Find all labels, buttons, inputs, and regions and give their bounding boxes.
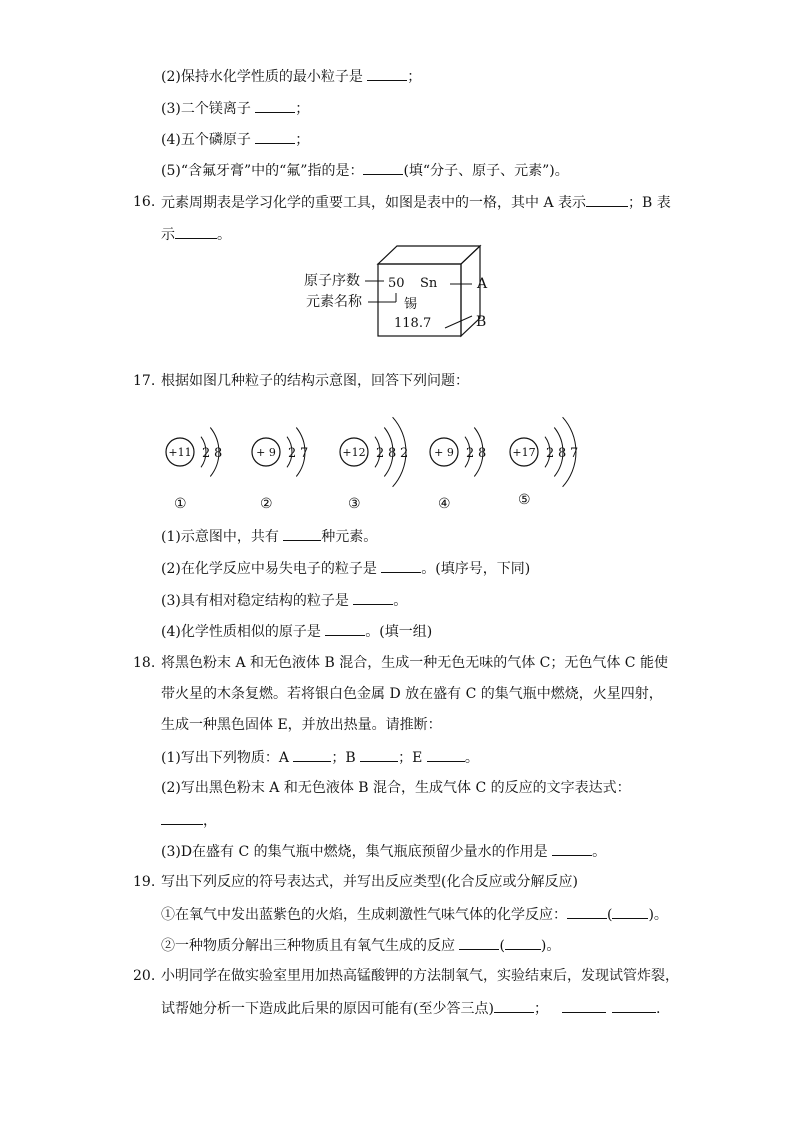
answer-blank[interactable]	[562, 998, 606, 1013]
marker-a: A	[477, 276, 488, 292]
q17-number: 17.	[133, 373, 156, 389]
electron-count: 7	[570, 446, 579, 461]
answer-blank[interactable]	[255, 129, 295, 144]
nucleus-charge: + 9	[434, 446, 454, 459]
q19-number: 19.	[133, 874, 156, 890]
electron-count: 2	[202, 446, 211, 461]
answer-blank[interactable]	[255, 98, 295, 113]
label-element-name: 元素名称	[306, 294, 362, 310]
q19-stem: 写出下列反应的符号表达式，并写出反应类型(化合反应或分解反应)	[161, 874, 578, 890]
q17-part4: (4)化学性质相似的原子是 。(填一组)	[161, 621, 432, 641]
electron-count: 7	[300, 446, 309, 461]
nucleus-charge: + 9	[256, 446, 276, 459]
particle-label: ⑤	[518, 492, 531, 508]
answer-blank[interactable]	[505, 935, 541, 950]
q18-part3: (3)D在盛有 C 的集气瓶中燃烧，集气瓶底预留少量水的作用是 。	[161, 841, 606, 861]
q18-part2: (2)写出黑色粉末 A 和无色液体 B 混合，生成气体 C 的反应的文字表达式：	[161, 780, 631, 796]
q16-stem-line1: 元素周期表是学习化学的重要工具，如图是表中的一格，其中 A 表示 ；B 表	[161, 192, 671, 212]
answer-blank[interactable]	[363, 160, 403, 175]
answer-blank[interactable]	[567, 904, 607, 919]
nucleus-charge: +11	[168, 446, 192, 459]
particle-diagram	[340, 417, 408, 512]
answer-blank[interactable]	[552, 841, 592, 856]
particle-label: ①	[174, 496, 187, 512]
particle-diagram	[166, 428, 222, 513]
particle-label: ④	[438, 496, 451, 512]
particle-diagram	[510, 417, 578, 508]
q17-part2: (2)在化学反应中易失电子的粒子是 。(填序号，下同)	[161, 558, 530, 578]
electron-count: 2	[466, 446, 475, 461]
answer-blank[interactable]	[175, 224, 217, 239]
marker-b: B	[476, 314, 487, 330]
q18-number: 18.	[133, 655, 156, 671]
q20-number: 20.	[133, 968, 156, 984]
answer-blank[interactable]	[427, 747, 465, 762]
q18-part2-answer: ，	[161, 810, 217, 830]
q17-stem: 根据如图几种粒子的结构示意图，回答下列问题：	[161, 373, 469, 389]
q18-part1: (1)写出下列物质：A ；B ；E 。	[161, 747, 479, 767]
nucleus-charge: +17	[512, 446, 536, 459]
periodic-table-cell-figure	[300, 244, 510, 344]
answer-blank[interactable]	[612, 904, 648, 919]
q17-part1: (1)示意图中，共有 种元素。	[161, 526, 377, 546]
q18-stem-line2: 带火星的木条复燃。若将银白色金属 D 放在盛有 C 的集气瓶中燃烧，火星四射，	[161, 686, 663, 702]
answer-blank[interactable]	[612, 998, 656, 1013]
electron-count: 2	[288, 446, 297, 461]
q20-stem-line2: 试帮她分析一下造成此后果的原因可能有(至少答三点) ； .	[161, 998, 660, 1018]
particle-diagram	[252, 428, 308, 513]
q15-part3: (3)二个镁离子 ；	[161, 98, 309, 118]
answer-blank[interactable]	[283, 526, 321, 541]
element-name: 锡	[404, 297, 418, 312]
electron-count: 2	[546, 446, 555, 461]
q19-part1: ①在氧气中发出蓝紫色的火焰，生成刺激性气味气体的化学反应： ( )。	[161, 904, 668, 924]
q15-part2: (2)保持水化学性质的最小粒子是 ；	[161, 66, 421, 86]
q20-stem-line1: 小明同学在做实验室里用加热高锰酸钾的方法制氧气，实验结束后，发现试管炸裂，	[161, 968, 679, 984]
element-symbol: Sn	[420, 276, 438, 291]
particle-diagram	[430, 428, 486, 513]
label-atomic-number: 原子序数	[304, 273, 360, 289]
answer-blank[interactable]	[494, 998, 534, 1013]
q18-stem-line1: 将黑色粉末 A 和无色液体 B 混合，生成一种无色无味的气体 C；无色气体 C 能使	[161, 655, 668, 671]
electron-count: 8	[388, 446, 397, 461]
answer-blank[interactable]	[367, 66, 407, 81]
atomic-mass: 118.7	[394, 316, 432, 331]
answer-blank[interactable]	[325, 621, 365, 636]
q16-stem-line2: 示 。	[161, 224, 231, 244]
answer-blank[interactable]	[360, 747, 398, 762]
electron-count: 8	[478, 446, 487, 461]
answer-blank[interactable]	[161, 810, 203, 825]
answer-blank[interactable]	[459, 935, 499, 950]
q16-number: 16.	[133, 194, 156, 210]
q19-part2: ②一种物质分解出三种物质且有氧气生成的反应 ( )。	[161, 935, 560, 955]
electron-count: 8	[558, 446, 567, 461]
nucleus-charge: +12	[342, 446, 366, 459]
q15-part4: (4)五个磷原子 ；	[161, 129, 309, 149]
answer-blank[interactable]	[381, 558, 421, 573]
particle-label: ③	[348, 496, 361, 512]
answer-blank[interactable]	[353, 590, 393, 605]
q15-part5: (5)“含氟牙膏”中的“氟”指的是： (填“分子、原子、元素”)。	[161, 160, 569, 180]
particle-label: ②	[260, 496, 273, 512]
leader-b	[445, 316, 472, 328]
electron-count: 8	[214, 446, 223, 461]
electron-count: 2	[376, 446, 385, 461]
answer-blank[interactable]	[586, 192, 628, 207]
answer-blank[interactable]	[293, 747, 331, 762]
electron-count: 2	[400, 446, 409, 461]
particle-structure-figure	[150, 398, 600, 516]
atomic-number: 50	[388, 276, 405, 291]
q18-stem-line3: 生成一种黑色固体 E，并放出热量。请推断：	[161, 717, 442, 733]
q17-part3: (3)具有相对稳定结构的粒子是 。	[161, 590, 407, 610]
